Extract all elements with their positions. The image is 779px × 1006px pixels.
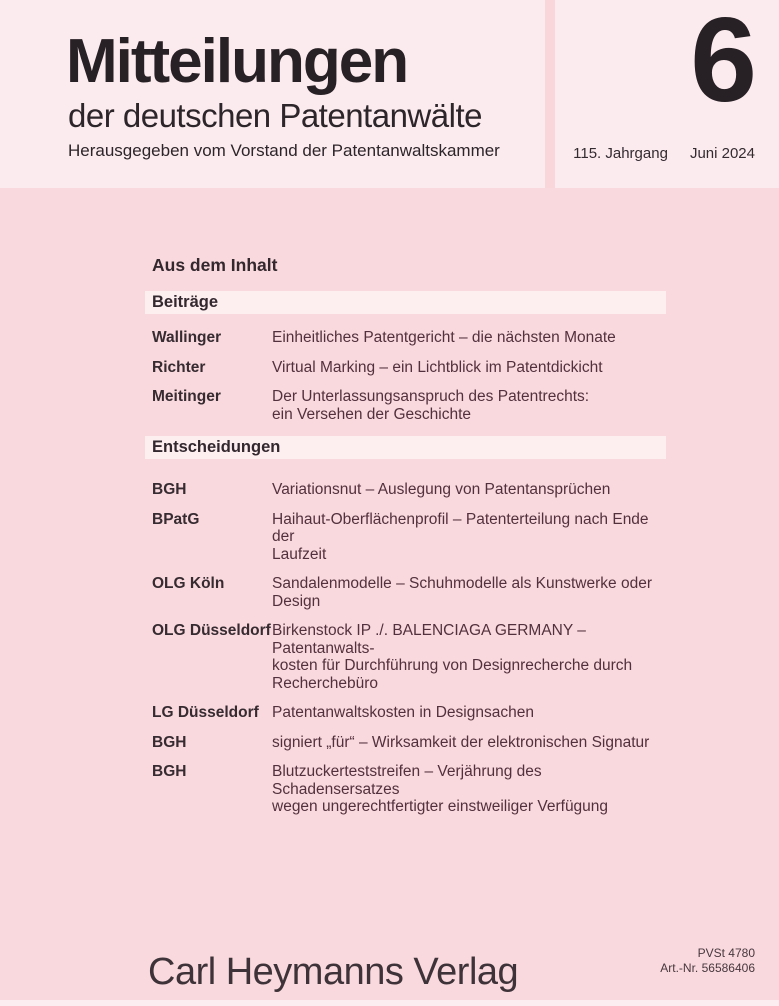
journal-subtitle: der deutschen Patentanwälte	[68, 97, 482, 134]
entry-author: OLG Köln	[152, 575, 225, 592]
toc-entry	[152, 388, 668, 423]
masthead-issue-panel	[555, 0, 779, 188]
entry-title: Einheitliches Patentgericht – die nächsten Monate	[272, 329, 616, 346]
section-header-entscheidungen: Entscheidungen	[145, 436, 666, 459]
entry-title: Blutzuckerteststreifen – Verjährung des Schadensersatzes wegen ungerechtfertigter einstweiliger Verfügung	[272, 763, 609, 815]
entry-title: Der Unterlassungsanspruch des Patentrechts: ein Versehen der Geschichte	[272, 388, 590, 423]
entry-author: OLG Düsseldorf	[152, 622, 271, 639]
entry-author: BPatG	[152, 510, 200, 528]
masthead	[0, 0, 779, 188]
issue-date: Juni 2024	[689, 145, 755, 162]
section-header-beitraege: Beiträge	[145, 291, 666, 314]
entry-author: Meitinger	[152, 388, 221, 405]
bottom-strip	[0, 1000, 779, 1006]
entry-author: Wallinger	[152, 329, 222, 346]
entry-title: Variationsnut – Auslegung von Patentansprüchen	[272, 481, 611, 498]
entry-title: Virtual Marking – ein Lichtblick im Patentdickicht	[272, 358, 603, 376]
toc-entry	[152, 481, 668, 499]
section-entries-beitraege	[152, 329, 668, 423]
toc-heading: Aus dem Inhalt	[152, 255, 278, 275]
entry-author: Richter	[152, 358, 206, 376]
entry-title: signiert „für“ – Wirksamkeit der elektronischen Signatur	[272, 733, 650, 751]
table-of-contents	[0, 188, 779, 829]
entry-author: BGH	[152, 763, 187, 780]
entry-title: Birkenstock IP ./. BALENCIAGA GERMANY – Patentanwalts- kosten für Durchführung von Designrecherche durch Recherchebüro	[272, 622, 633, 692]
entry-title: Haihaut-Oberflächenprofil – Patenterteilung nach Ende der Laufzeit	[272, 510, 649, 563]
publisher-logo-text: Carl Heymanns Verlag	[148, 951, 519, 993]
entry-title: Patentanwaltskosten in Designsachen	[272, 704, 534, 721]
volume-label: 115. Jahrgang	[573, 145, 668, 162]
entry-author: LG Düsseldorf	[152, 704, 259, 721]
toc-entry	[152, 734, 668, 752]
entry-author: BGH	[152, 733, 187, 751]
issue-number: 6	[690, 0, 755, 127]
toc-entry	[152, 622, 668, 692]
toc-entry	[152, 329, 668, 347]
article-number: Art.-Nr. 56586406	[660, 961, 755, 975]
postal-registration: PVSt 4780	[697, 946, 755, 960]
entry-author: BGH	[152, 481, 187, 498]
header-divider	[545, 0, 555, 188]
footer-codes	[660, 946, 755, 976]
entry-title: Sandalenmodelle – Schuhmodelle als Kunstwerke oder Design	[272, 575, 652, 610]
toc-entry	[152, 763, 668, 816]
section-entries-entscheidungen	[152, 481, 668, 816]
toc-entry	[152, 511, 668, 564]
journal-title: Mitteilungen	[66, 27, 408, 96]
issue-meta	[573, 145, 755, 162]
publisher-line: Herausgegeben vom Vorstand der Patentanwaltskammer	[68, 141, 500, 160]
toc-entry	[152, 704, 668, 722]
toc-entry	[152, 359, 668, 377]
toc-entry	[152, 575, 668, 610]
masthead-title-panel	[0, 0, 545, 188]
